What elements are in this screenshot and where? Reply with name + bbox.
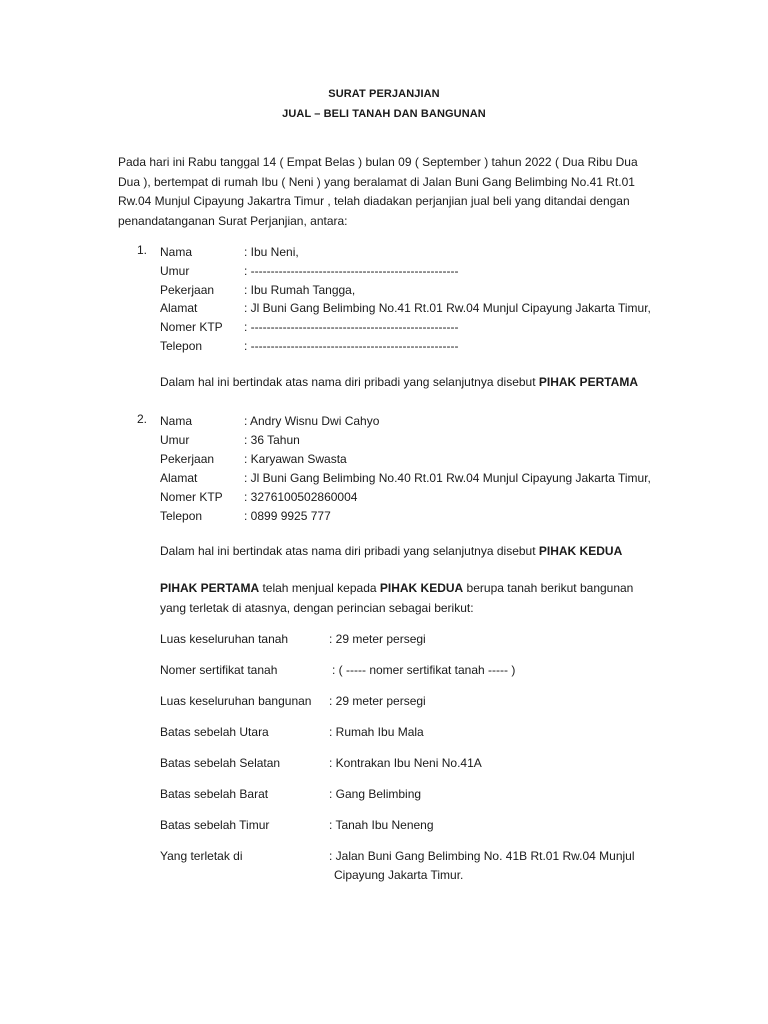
field-value: : Ibu Neni,	[244, 245, 299, 259]
field-value: : 0899 9925 777	[244, 509, 331, 523]
field-label: Umur	[160, 433, 190, 447]
party-2-row-ktp	[0, 488, 768, 506]
field-label: Pekerjaan	[160, 452, 215, 466]
sale-text-2: berupa tanah berikut bangunan yang terletak di atasnya, dengan perincian sebagai berikut:	[160, 581, 634, 615]
party-2-number: 2.	[137, 412, 148, 426]
detail-value: : Tanah Ibu Neneng	[329, 818, 434, 832]
document-title: SURAT PERJANJIAN	[328, 88, 440, 100]
party-1-row-telepon	[0, 337, 768, 355]
statement-party-name: PIHAK KEDUA	[538, 544, 623, 558]
party-1-row-pekerjaan	[0, 281, 768, 299]
field-label: Telepon	[160, 509, 203, 523]
sale-party-1: PIHAK PERTAMA	[160, 581, 260, 595]
party-1-row-ktp	[0, 318, 768, 336]
intro-paragraph: Pada hari ini Rabu tanggal 14 ( Empat Belas ) bulan 09 ( September ) tahun 2022 ( Dua Ribu Dua Dua ), bertempat di rumah Ibu ( Neni ) yang beralamat di Jalan Buni Gang Belimbing No.41 Rt.01 Rw.04 Munjul Cipayung Jakartra Timur , telah diadakan perjanjian jual beli yang ditandai dengan penandatanganan Surat Perjanjian, antara:	[118, 155, 638, 228]
field-value: : Karyawan Swasta	[244, 452, 347, 466]
sale-party-2: PIHAK KEDUA	[379, 581, 464, 595]
party-2-row-alamat	[0, 469, 768, 487]
detail-value-line-2: Cipayung Jakarta Timur.	[334, 868, 464, 882]
detail-value	[329, 847, 649, 885]
field-label: Nomer KTP	[160, 490, 223, 504]
field-value: : Jl Buni Gang Belimbing No.40 Rt.01 Rw.04 Munjul Cipayung Jakarta Timur,	[244, 471, 651, 485]
detail-value: : ( ----- nomer sertifikat tanah ----- )	[332, 663, 516, 677]
field-value: : ----------------------------------------------------	[244, 339, 459, 353]
detail-label: Nomer sertifikat tanah	[160, 663, 278, 677]
statement-party-name: PIHAK PERTAMA	[538, 375, 639, 389]
party-2-row-umur	[0, 431, 768, 449]
field-value: : Andry Wisnu Dwi Cahyo	[244, 414, 380, 428]
detail-value: : 29 meter persegi	[329, 632, 426, 646]
field-label: Alamat	[160, 471, 198, 485]
party-1-row-nama	[0, 243, 768, 261]
field-value: : Ibu Rumah Tangga,	[244, 283, 356, 297]
detail-label: Batas sebelah Utara	[160, 725, 269, 739]
party-1-number: 1.	[137, 243, 148, 257]
detail-label: Batas sebelah Barat	[160, 787, 269, 801]
field-value: : ----------------------------------------------------	[244, 320, 459, 334]
field-value: : 3276100502860004	[244, 490, 358, 504]
detail-label: Batas sebelah Timur	[160, 818, 270, 832]
party-1-row-umur	[0, 262, 768, 280]
detail-label: Batas sebelah Selatan	[160, 756, 281, 770]
field-label: Umur	[160, 264, 190, 278]
field-label: Nomer KTP	[160, 320, 223, 334]
field-label: Nama	[160, 414, 193, 428]
field-label: Alamat	[160, 301, 198, 315]
detail-value-line-1: : Jalan Buni Gang Belimbing No. 41B Rt.01 Rw.04 Munjul	[329, 849, 635, 863]
statement-text: Dalam hal ini bertindak atas nama diri pribadi yang selanjutnya disebut	[160, 375, 539, 389]
field-label: Pekerjaan	[160, 283, 215, 297]
party-2-row-telepon	[0, 507, 768, 525]
party-1-row-alamat	[0, 299, 768, 317]
detail-value: : Kontrakan Ibu Neni No.41A	[329, 756, 482, 770]
sale-text-1: telah menjual kepada	[259, 581, 380, 595]
field-value: : Jl Buni Gang Belimbing No.41 Rt.01 Rw.04 Munjul Cipayung Jakarta Timur,	[244, 301, 651, 315]
field-label: Nama	[160, 245, 193, 259]
document-subtitle: JUAL – BELI TANAH DAN BANGUNAN	[282, 108, 486, 120]
party-1-statement	[160, 375, 638, 389]
detail-label: Luas keseluruhan tanah	[160, 632, 289, 646]
detail-value: : Gang Belimbing	[329, 787, 422, 801]
party-2-row-pekerjaan	[0, 450, 768, 468]
field-value: : ----------------------------------------------------	[244, 264, 459, 278]
field-value: : 36 Tahun	[244, 433, 300, 447]
detail-label: Yang terletak di	[160, 849, 243, 863]
field-label: Telepon	[160, 339, 203, 353]
party-2-statement	[160, 544, 622, 558]
detail-value: : 29 meter persegi	[329, 694, 426, 708]
detail-value: : Rumah Ibu Mala	[329, 725, 424, 739]
sale-paragraph	[160, 578, 640, 618]
detail-label: Luas keseluruhan bangunan	[160, 694, 312, 708]
party-2-row-nama	[0, 412, 768, 430]
statement-text: Dalam hal ini bertindak atas nama diri pribadi yang selanjutnya disebut	[160, 544, 539, 558]
